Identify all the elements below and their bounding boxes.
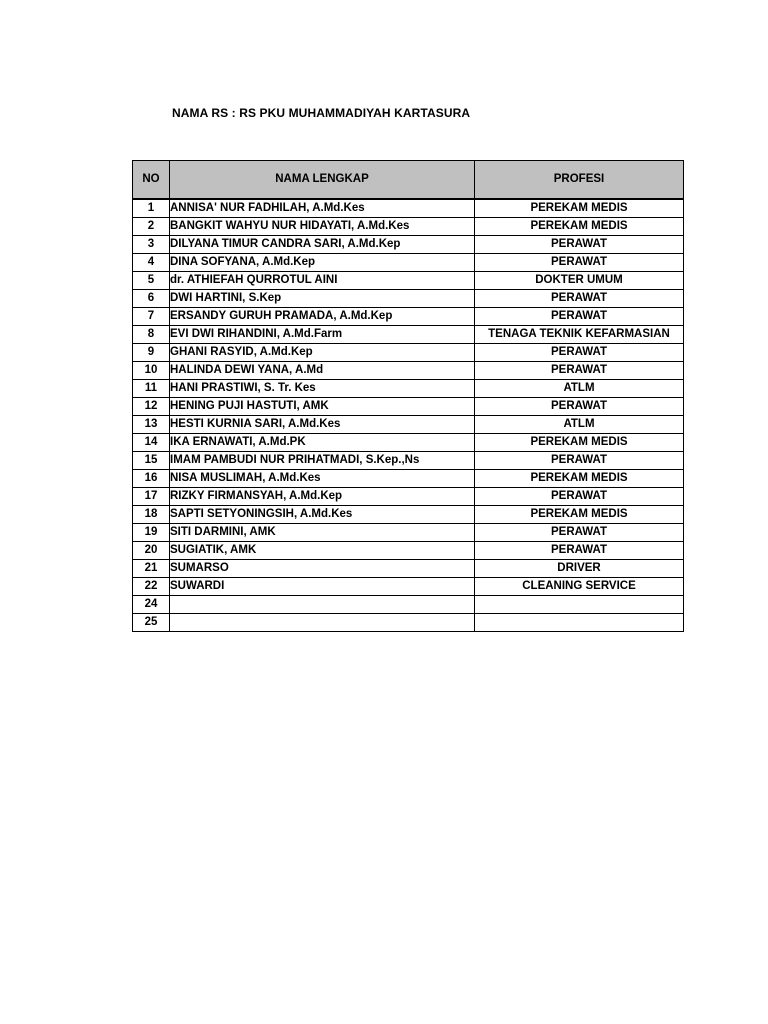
table-body xyxy=(133,199,684,632)
row-number: 22 xyxy=(133,578,170,596)
row-profession: PERAWAT xyxy=(475,452,684,470)
row-name: DILYANA TIMUR CANDRA SARI, A.Md.Kep xyxy=(170,236,475,254)
row-name: IMAM PAMBUDI NUR PRIHATMADI, S.Kep.,Ns xyxy=(170,452,475,470)
row-number: 24 xyxy=(133,596,170,614)
table-row xyxy=(133,524,684,542)
row-profession: CLEANING SERVICE xyxy=(475,578,684,596)
row-name: GHANI RASYID, A.Md.Kep xyxy=(170,344,475,362)
row-number: 19 xyxy=(133,524,170,542)
row-name: SUMARSO xyxy=(170,560,475,578)
row-name: SUWARDI xyxy=(170,578,475,596)
row-name: SAPTI SETYONINGSIH, A.Md.Kes xyxy=(170,506,475,524)
row-number: 16 xyxy=(133,470,170,488)
row-profession: PEREKAM MEDIS xyxy=(475,218,684,236)
table-row xyxy=(133,434,684,452)
table-row xyxy=(133,344,684,362)
row-number: 6 xyxy=(133,290,170,308)
row-number: 8 xyxy=(133,326,170,344)
row-number: 4 xyxy=(133,254,170,272)
row-profession: ATLM xyxy=(475,416,684,434)
row-number: 15 xyxy=(133,452,170,470)
row-profession: PEREKAM MEDIS xyxy=(475,470,684,488)
row-profession: PERAWAT xyxy=(475,344,684,362)
row-profession: PERAWAT xyxy=(475,488,684,506)
header-full-name: NAMA LENGKAP xyxy=(170,161,475,200)
table-row xyxy=(133,199,684,218)
row-number: 10 xyxy=(133,362,170,380)
row-profession: DOKTER UMUM xyxy=(475,272,684,290)
row-name: HENING PUJI HASTUTI, AMK xyxy=(170,398,475,416)
row-number: 25 xyxy=(133,614,170,632)
table-row xyxy=(133,488,684,506)
document-title: NAMA RS : RS PKU MUHAMMADIYAH KARTASURA xyxy=(172,106,471,120)
row-name: SITI DARMINI, AMK xyxy=(170,524,475,542)
row-profession: PEREKAM MEDIS xyxy=(475,434,684,452)
table-row xyxy=(133,362,684,380)
row-number: 11 xyxy=(133,380,170,398)
row-name: dr. ATHIEFAH QURROTUL AINI xyxy=(170,272,475,290)
header-profession: PROFESI xyxy=(475,161,684,200)
table-row xyxy=(133,452,684,470)
row-profession: PERAWAT xyxy=(475,542,684,560)
table-row xyxy=(133,596,684,614)
row-profession xyxy=(475,614,684,632)
row-name: HESTI KURNIA SARI, A.Md.Kes xyxy=(170,416,475,434)
row-number: 1 xyxy=(133,199,170,218)
table-row xyxy=(133,308,684,326)
row-profession: PERAWAT xyxy=(475,524,684,542)
row-profession: PERAWAT xyxy=(475,362,684,380)
staff-table xyxy=(132,160,684,632)
row-profession: PERAWAT xyxy=(475,236,684,254)
table-row xyxy=(133,380,684,398)
row-number: 14 xyxy=(133,434,170,452)
table-row xyxy=(133,290,684,308)
row-number: 18 xyxy=(133,506,170,524)
row-number: 5 xyxy=(133,272,170,290)
row-number: 2 xyxy=(133,218,170,236)
row-name: ERSANDY GURUH PRAMADA, A.Md.Kep xyxy=(170,308,475,326)
header-row xyxy=(133,161,684,200)
table-row xyxy=(133,560,684,578)
row-number: 12 xyxy=(133,398,170,416)
row-name: BANGKIT WAHYU NUR HIDAYATI, A.Md.Kes xyxy=(170,218,475,236)
row-profession: ATLM xyxy=(475,380,684,398)
table-row xyxy=(133,218,684,236)
row-name: DINA SOFYANA, A.Md.Kep xyxy=(170,254,475,272)
table-row xyxy=(133,542,684,560)
row-number: 20 xyxy=(133,542,170,560)
row-name: RIZKY FIRMANSYAH, A.Md.Kep xyxy=(170,488,475,506)
row-name: SUGIATIK, AMK xyxy=(170,542,475,560)
row-number: 3 xyxy=(133,236,170,254)
row-profession: PEREKAM MEDIS xyxy=(475,506,684,524)
row-name: DWI HARTINI, S.Kep xyxy=(170,290,475,308)
row-name: IKA ERNAWATI, A.Md.PK xyxy=(170,434,475,452)
row-profession: PERAWAT xyxy=(475,254,684,272)
table-row xyxy=(133,506,684,524)
row-number: 17 xyxy=(133,488,170,506)
row-number: 7 xyxy=(133,308,170,326)
row-name: ANNISA' NUR FADHILAH, A.Md.Kes xyxy=(170,199,475,218)
row-name: EVI DWI RIHANDINI, A.Md.Farm xyxy=(170,326,475,344)
row-profession: TENAGA TEKNIK KEFARMASIAN xyxy=(475,326,684,344)
table-row xyxy=(133,272,684,290)
table-row xyxy=(133,470,684,488)
row-profession: DRIVER xyxy=(475,560,684,578)
row-number: 13 xyxy=(133,416,170,434)
row-number: 9 xyxy=(133,344,170,362)
row-name: NISA MUSLIMAH, A.Md.Kes xyxy=(170,470,475,488)
row-profession: PERAWAT xyxy=(475,290,684,308)
table-row xyxy=(133,254,684,272)
row-profession: PERAWAT xyxy=(475,308,684,326)
table-row xyxy=(133,578,684,596)
table-header xyxy=(133,161,684,200)
row-profession: PERAWAT xyxy=(475,398,684,416)
table-row xyxy=(133,326,684,344)
table-row xyxy=(133,614,684,632)
table-row xyxy=(133,236,684,254)
row-name: HANI PRASTIWI, S. Tr. Kes xyxy=(170,380,475,398)
row-profession xyxy=(475,596,684,614)
row-profession: PEREKAM MEDIS xyxy=(475,199,684,218)
row-number: 21 xyxy=(133,560,170,578)
row-name xyxy=(170,596,475,614)
row-name: HALINDA DEWI YANA, A.Md xyxy=(170,362,475,380)
header-no: NO xyxy=(133,161,170,200)
table-row xyxy=(133,398,684,416)
row-name xyxy=(170,614,475,632)
table-row xyxy=(133,416,684,434)
